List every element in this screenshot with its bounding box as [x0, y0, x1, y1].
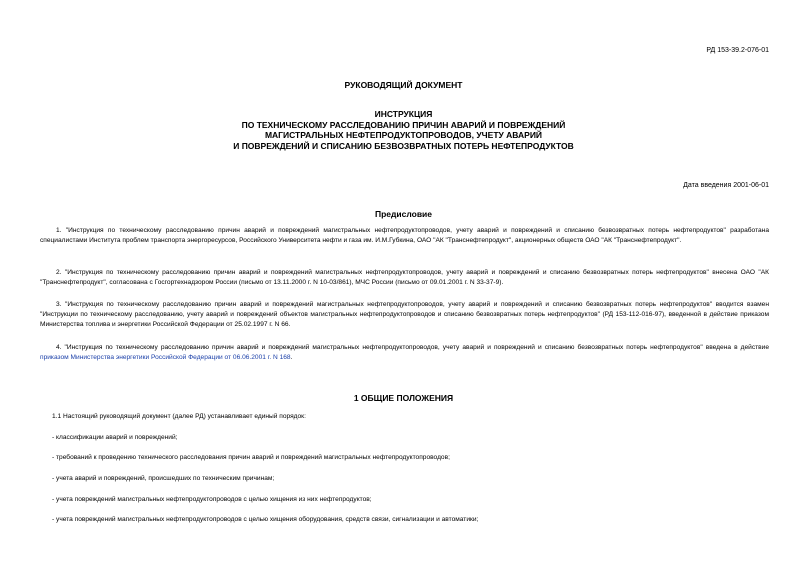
doc-number: РД 153-39.2-076-01 — [706, 47, 769, 54]
preface-paragraph-1: 1. "Инструкция по техническому расследованию причин аварий и повреждений магистральных нефтепродуктопроводов, учету аварий и повреждений и списанию безвозвратных потерь нефтепродуктов" разработана специалистами Института проблем транспорта энергоресурсов, Российского Университета нефти и газа им. И.М.Губкина, ОАО "АК "Транснефтепродукт", акционерных обществ ОАО "АК "Транснефтепродукт". — [40, 227, 769, 245]
section-1-line: - учета повреждений магистральных нефтепродуктопроводов с целью хищения из них нефтепродуктов; — [52, 496, 372, 503]
section-1-line: - требований к проведению технического расследования причин аварий и повреждений магистральных нефтепродуктопроводов; — [52, 454, 450, 461]
doc-type-heading: РУКОВОДЯЩИЙ ДОКУМЕНТ — [344, 80, 463, 90]
section-1-line: - классификации аварий и повреждений; — [52, 434, 178, 441]
section-1-heading: 1 ОБЩИЕ ПОЛОЖЕНИЯ — [353, 393, 454, 403]
preface-paragraph-3: 3. "Инструкция по техническому расследованию причин аварий и повреждений магистральных нефтепродуктопроводов, учету аварий и повреждений и списанию безвозвратных потерь нефтепродуктов" вводится взамен "Инструкции по техническому расследованию, учету аварий и повреждений объектов магистральных нефтепродуктопроводов и списанию безвозвратных потерь нефтепродуктов" (РД 153-112-016-97), введенной в действие приказом Министерства топлива и энергетики Российской Федерации от 25.02.1997 г. N 66. — [40, 301, 769, 329]
preface-paragraph-4 — [40, 343, 769, 363]
preface-paragraph-4-end: . — [290, 354, 293, 362]
document-title — [0, 109, 807, 151]
title-line: ПО ТЕХНИЧЕСКОМУ РАССЛЕДОВАНИЮ ПРИЧИН АВАРИЙ И ПОВРЕЖДЕНИЙ — [241, 119, 566, 130]
title-line: ИНСТРУКЦИЯ — [374, 109, 433, 119]
preface-heading: Предисловие — [374, 209, 433, 219]
order-link[interactable]: приказом Министерства энергетики Российской Федерации от 06.06.2001 г. N 168 — [40, 354, 291, 362]
title-line: МАГИСТРАЛЬНЫХ НЕФТЕПРОДУКТОПРОВОДОВ, УЧЕТУ АВАРИЙ — [264, 130, 543, 141]
title-line: И ПОВРЕЖДЕНИЙ И СПИСАНИЮ БЕЗВОЗВРАТНЫХ ПОТЕРЬ НЕФТЕПРОДУКТОВ — [233, 140, 574, 151]
section-1-line: 1.1 Настоящий руководящий документ (далее РД) устанавливает единый порядок: — [52, 413, 306, 420]
section-1-line: - учета повреждений магистральных нефтепродуктопроводов с целью хищения оборудования, средств связи, сигнализации и автоматики; — [52, 516, 479, 523]
preface-paragraph-4-text: 4. "Инструкция по техническому расследованию причин аварий и повреждений магистральных нефтепродуктопроводов, учету аварий и повреждений и списанию безвозвратных потерь нефтепродуктов" введена в действие — [56, 344, 769, 351]
intro-date: Дата введения 2001-06-01 — [683, 182, 769, 189]
preface-paragraph-2: 2. "Инструкция по техническому расследованию причин аварий и повреждений магистральных нефтепродуктопроводов, учету аварий и повреждений и списанию безвозвратных потерь нефтепродуктов" внесена ОАО "АК "Транснефтепродукт", согласована с Госгортехнадзором России (письмо от 13.11.2000 г. N 10-03/861), МЧС России (письмо от 09.01.2001 г. N 33-37-9). — [40, 269, 769, 287]
section-1-line: - учета аварий и повреждений, происшедших по техническим причинам; — [52, 475, 275, 482]
